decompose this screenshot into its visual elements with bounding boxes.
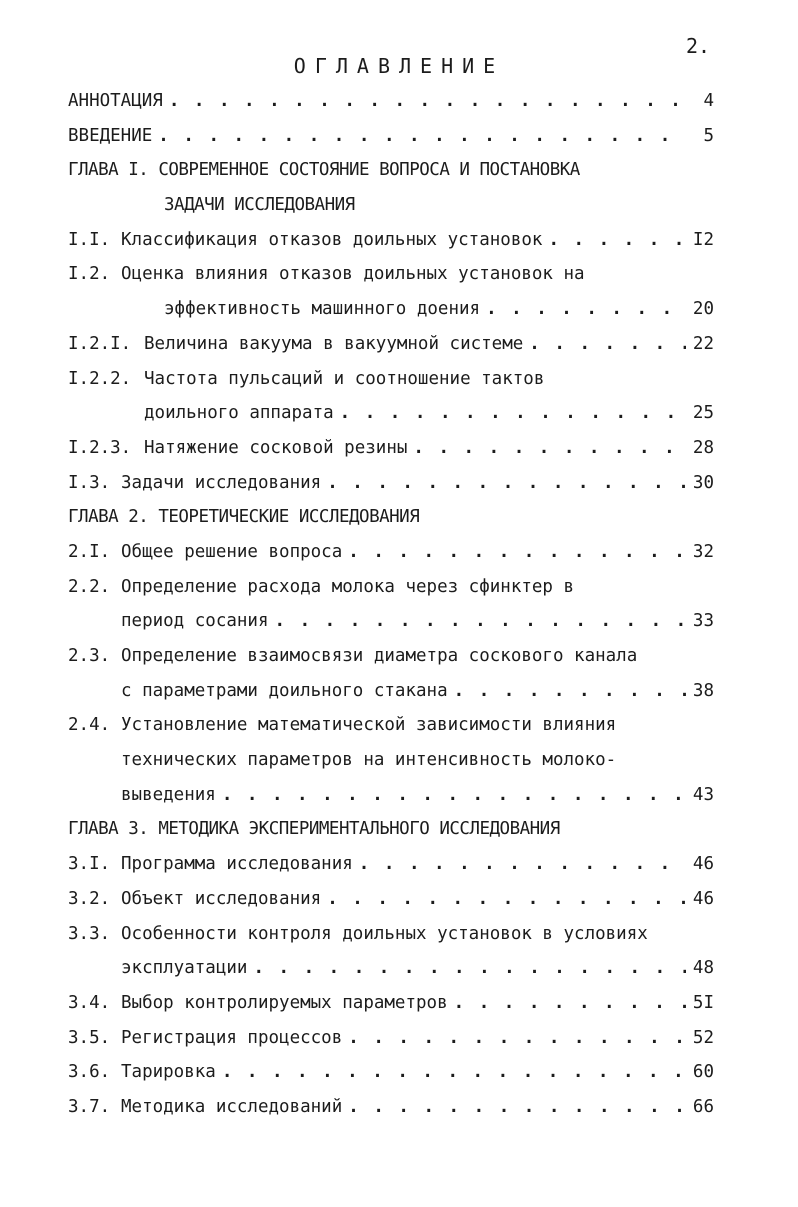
toc-chapter-3 (68, 812, 714, 847)
toc-page: 5I (692, 992, 714, 1013)
toc-number: 3.5. (68, 1027, 111, 1048)
toc-label: ГЛАВА I. СОВРЕМЕННОЕ СОСТОЯНИЕ ВОПРОСА И ПОСТАНОВКА (68, 160, 580, 181)
toc-entry (68, 639, 714, 674)
toc-entry (68, 223, 714, 258)
toc-label: Величина вакуума в вакуумной системе (144, 333, 524, 354)
toc-label: ВВЕДЕНИЕ (68, 125, 153, 146)
dot-leader (253, 951, 686, 986)
toc-number: 2.2. (68, 576, 111, 597)
toc-label: АННОТАЦИЯ (68, 91, 163, 111)
toc-label: Определение взаимосвязи диаметра соскового канала (121, 646, 638, 666)
toc-label: Объект исследования (121, 888, 322, 909)
toc-page: 48 (692, 958, 714, 979)
toc-label: Установление математической зависимости влияния (121, 715, 617, 736)
toc-number: I.2.2. (68, 368, 132, 389)
toc-number: 3.6. (68, 1062, 111, 1083)
toc-entry (68, 882, 714, 917)
toc-number: I.2.3. (68, 437, 132, 458)
toc-number: 3.I. (68, 854, 111, 875)
toc-entry (68, 847, 714, 882)
toc-page: 33 (692, 611, 714, 632)
toc-entry (68, 1021, 714, 1056)
toc-label: Особенности контроля доильных установок в условиях (121, 923, 648, 944)
toc-number: I.I. (68, 229, 111, 250)
toc-page: 60 (692, 1062, 714, 1083)
dot-leader (454, 674, 686, 709)
toc-label-cont: эффективность машинного доения (164, 299, 481, 320)
toc-entry (68, 257, 714, 292)
toc-entry-cont (68, 604, 714, 639)
dot-leader (359, 847, 686, 882)
toc-entry-cont (68, 951, 714, 986)
dot-leader (327, 466, 686, 501)
toc-page: 28 (692, 437, 714, 458)
dot-leader (486, 292, 686, 327)
toc-entry (68, 708, 714, 743)
toc-label: Задачи исследования (121, 472, 322, 493)
dot-leader (222, 1055, 686, 1090)
toc-label: Общее решение вопроса (121, 541, 343, 562)
toc-label: Тарировка (121, 1062, 216, 1083)
toc-label-cont: технических параметров на интенсивность молоко- (121, 750, 617, 771)
toc-number: 3.2. (68, 888, 111, 909)
page-number: 2. (686, 34, 711, 58)
toc-label: ГЛАВА 3. МЕТОДИКА ЭКСПЕРИМЕНТАЛЬНОГО ИССЛЕДОВАНИЯ (68, 819, 560, 840)
toc-number: 2.4. (68, 715, 111, 736)
toc-entry (68, 431, 714, 466)
toc-entry-cont (68, 292, 714, 327)
toc-page: 43 (692, 784, 714, 805)
toc-entry-annotation (68, 84, 714, 119)
toc-entry-cont (68, 396, 714, 431)
toc-chapter-1 (68, 153, 714, 188)
dot-leader (340, 396, 686, 431)
toc-label: Регистрация процессов (121, 1027, 343, 1048)
toc-entry (68, 535, 714, 570)
toc-page: 5 (703, 125, 714, 146)
toc-entry-introduction (68, 119, 714, 154)
toc-label: ГЛАВА 2. ТЕОРЕТИЧЕСКИЕ ИССЛЕДОВАНИЯ (68, 507, 420, 528)
toc-label-cont: выведения (121, 784, 216, 805)
toc-page: 30 (692, 472, 714, 493)
toc-label-cont: ЗАДАЧИ ИССЛЕДОВАНИЯ (164, 195, 355, 216)
toc-label: Оценка влияния отказов доильных установок на (121, 264, 585, 285)
toc-page: 52 (692, 1027, 714, 1048)
toc-page: I2 (692, 229, 714, 250)
dot-leader (222, 778, 686, 813)
toc-entry (68, 1090, 714, 1125)
dot-leader (169, 84, 686, 119)
toc-number: 3.4. (68, 992, 111, 1013)
toc-label-cont: эксплуатации (121, 958, 248, 979)
dot-leader (348, 535, 686, 570)
toc-page: 46 (692, 888, 714, 909)
toc-label-cont: период сосания (121, 611, 269, 632)
toc-page: 46 (692, 854, 714, 875)
toc-page: 25 (692, 403, 714, 424)
toc-chapter-1-cont (68, 188, 714, 223)
toc-number: I.3. (68, 472, 111, 493)
dot-leader (327, 882, 686, 917)
toc-entry-cont (68, 743, 714, 778)
toc-label-cont: с параметрами доильного стакана (121, 680, 448, 701)
toc-page: 38 (692, 680, 714, 701)
toc-label: Программа исследования (121, 854, 353, 875)
toc-number: 3.7. (68, 1096, 111, 1117)
toc-number: I.2. (68, 264, 111, 285)
dot-leader (529, 327, 686, 362)
dot-leader (158, 119, 686, 154)
toc-entry (68, 1055, 714, 1090)
toc-page: 20 (692, 299, 714, 320)
toc-entry (68, 986, 714, 1021)
toc-entry-cont (68, 674, 714, 709)
toc-page: 66 (692, 1096, 714, 1117)
dot-leader (275, 604, 686, 639)
toc-label: Частота пульсаций и соотношение тактов (144, 368, 545, 389)
toc-page: 22 (692, 333, 714, 354)
dot-leader (348, 1021, 686, 1056)
dot-leader (454, 986, 686, 1021)
toc-label-cont: доильного аппарата (144, 403, 334, 424)
dot-leader (413, 431, 686, 466)
dot-leader (548, 223, 686, 258)
toc-page: 32 (692, 541, 714, 562)
toc-entry-cont (68, 778, 714, 813)
toc-number: 3.3. (68, 923, 111, 944)
toc-chapter-2 (68, 500, 714, 535)
toc-entry (68, 917, 714, 952)
toc-label: Выбор контролируемых параметров (121, 992, 448, 1013)
dot-leader (348, 1090, 686, 1125)
toc-label: Классификация отказов доильных установок (121, 229, 543, 250)
page-title: ОГЛАВЛЕНИЕ (293, 54, 505, 78)
toc-number: I.2.I. (68, 333, 132, 354)
table-of-contents (68, 84, 714, 1125)
toc-entry (68, 327, 714, 362)
toc-entry (68, 362, 714, 397)
toc-label: Методика исследований (121, 1096, 343, 1117)
toc-entry (68, 570, 714, 605)
toc-entry (68, 466, 714, 501)
toc-number: 2.I. (68, 541, 111, 562)
toc-number: 2.3. (68, 646, 111, 666)
toc-label: Натяжение сосковой резины (144, 437, 408, 458)
toc-page: 4 (703, 91, 714, 111)
toc-label: Определение расхода молока через сфинктер в (121, 576, 575, 597)
